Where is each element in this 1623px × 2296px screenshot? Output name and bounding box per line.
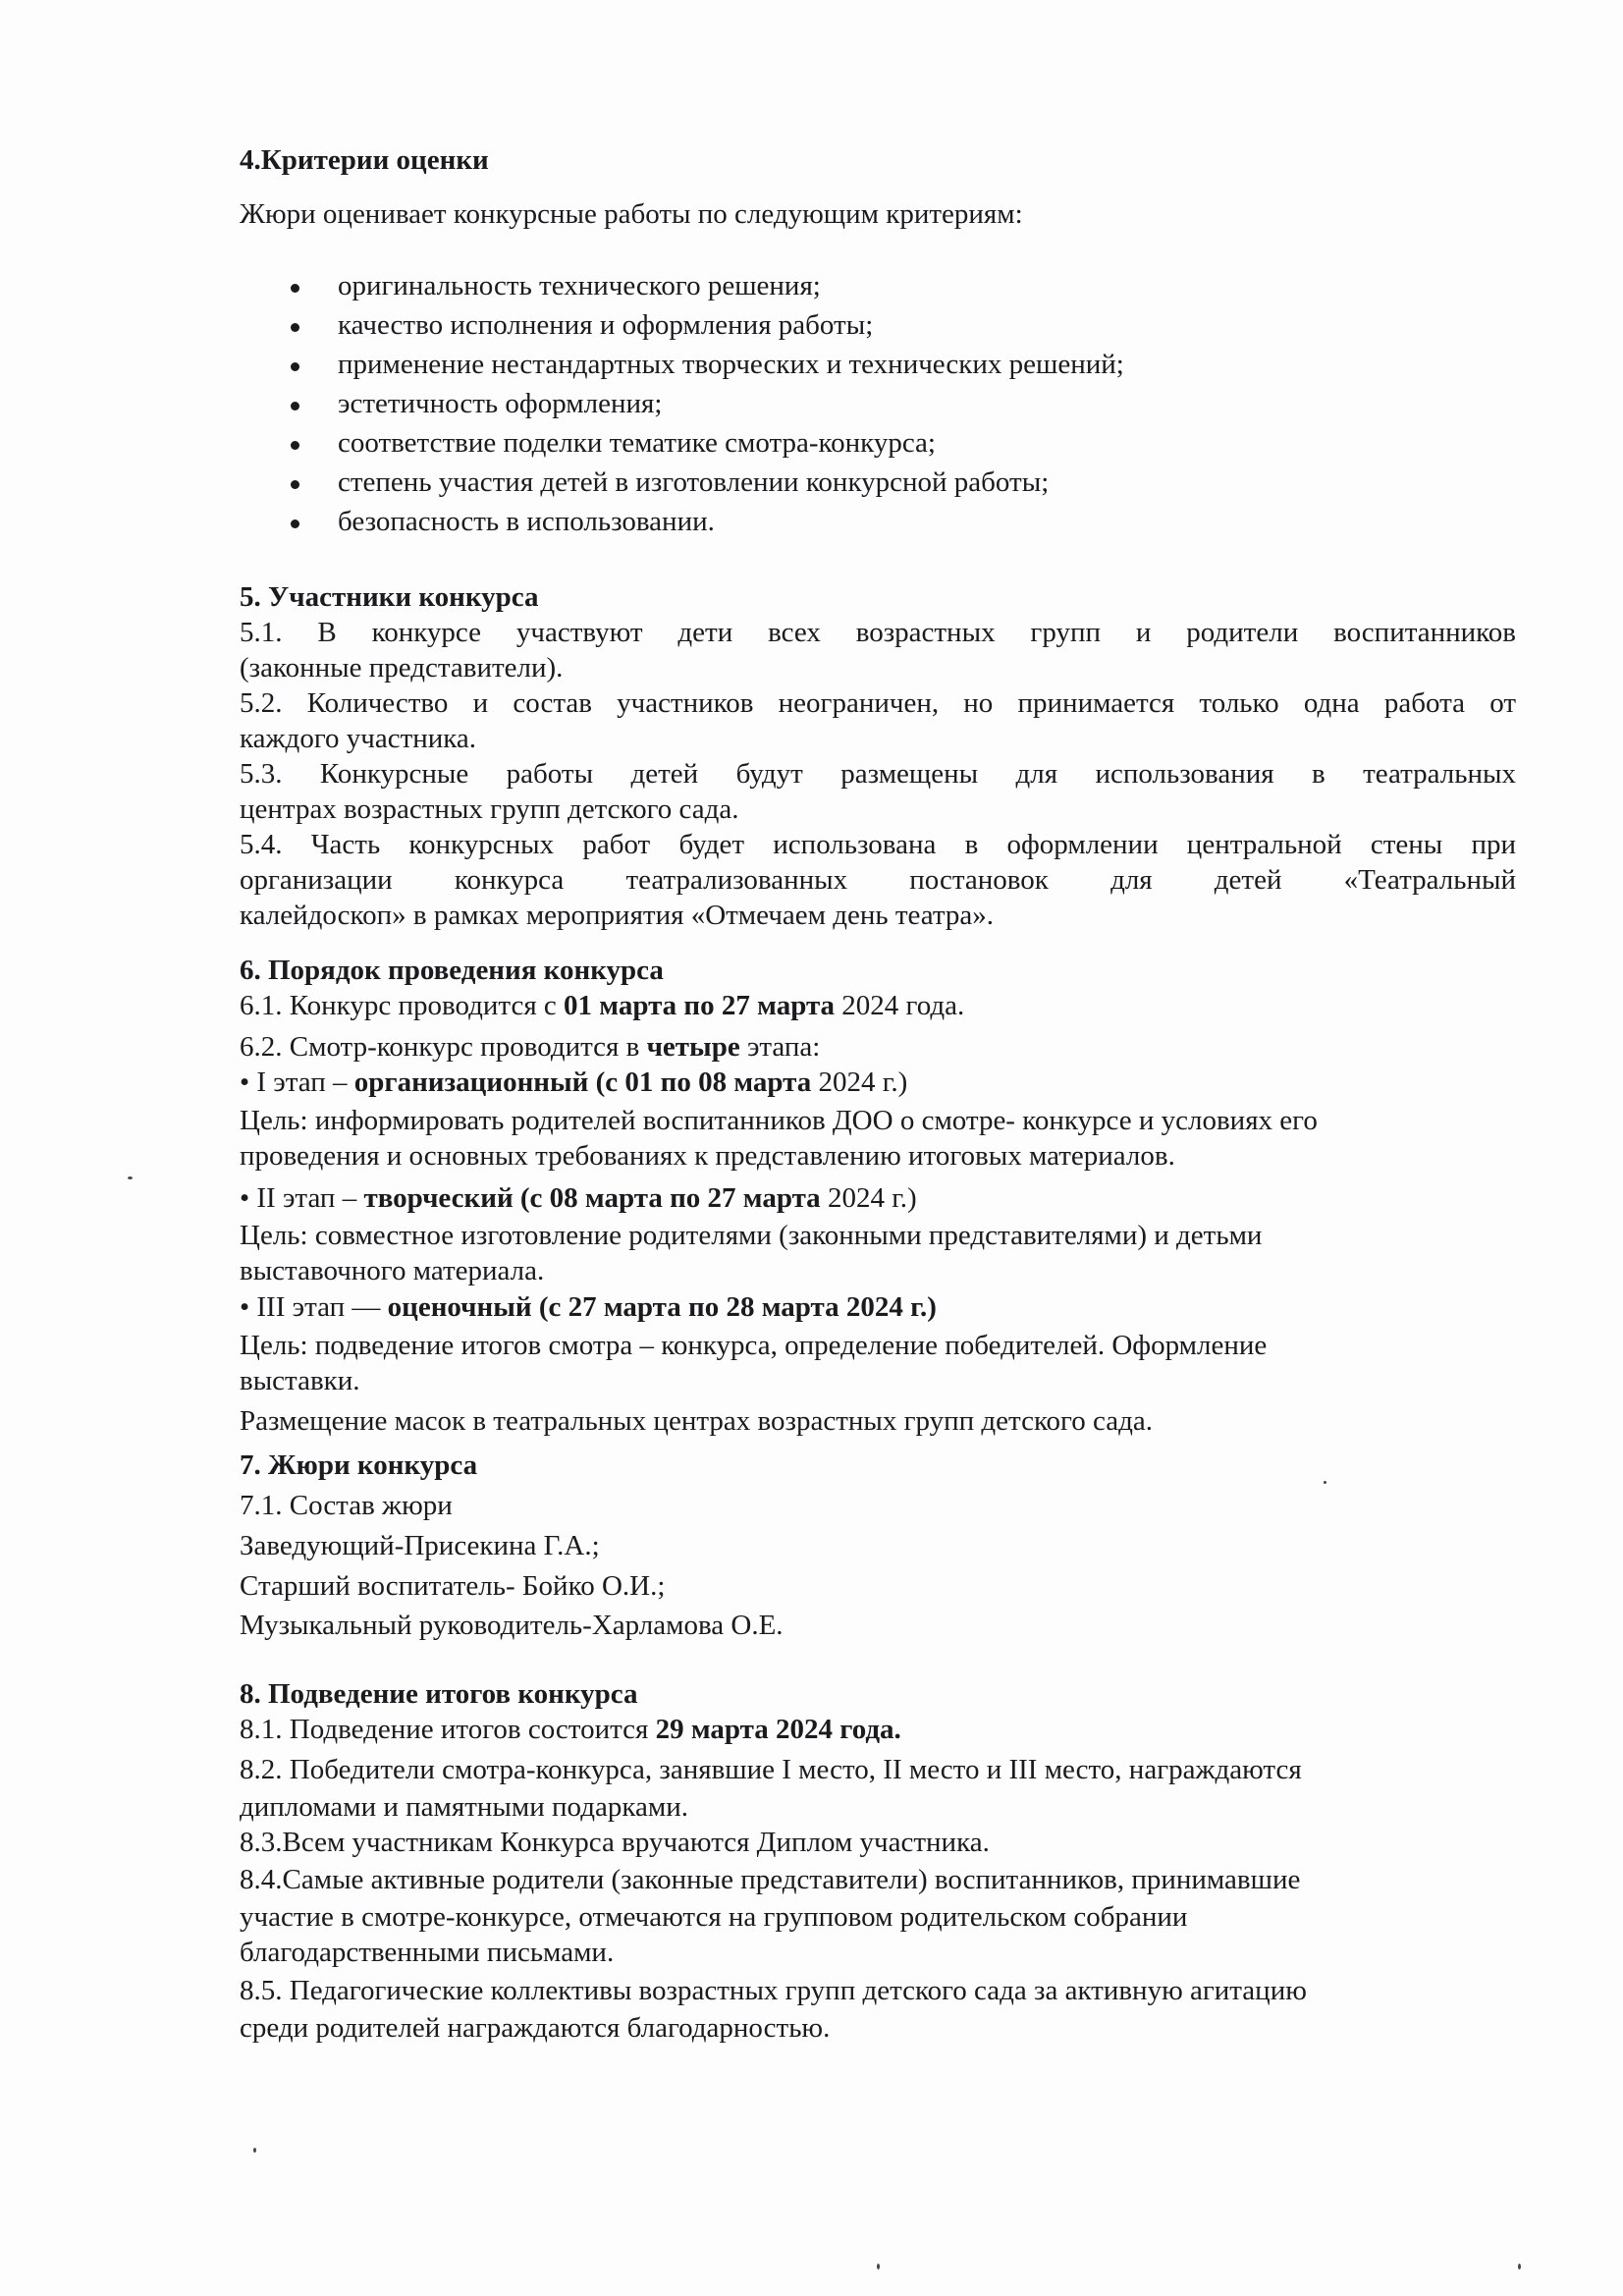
stage-3-goal-line-1: Цель: подведение итогов смотра – конкурса, определение победителей. Оформление [240, 1330, 1268, 1361]
list-item: оригинальность технического решения; [291, 268, 1469, 307]
jury-composition: 7.1. Состав жюри [240, 1490, 453, 1521]
bullet-icon [291, 480, 299, 489]
stage-2: • II этап – творческий (с 08 марта по 27 марта 2024 г.) [240, 1182, 917, 1214]
section-8-3: 8.3.Всем участникам Конкурса вручаются Диплом участника. [240, 1827, 990, 1858]
placement-text: Размещение масок в театральных центрах возрастных групп детского сада. [240, 1405, 1153, 1437]
jury-member-1: Заведующий-Присекина Г.А.; [240, 1530, 600, 1561]
section-8-4-line-1: 8.4.Самые активные родители (законные представители) воспитанников, принимавшие [240, 1864, 1301, 1895]
jury-member-3: Музыкальный руководитель-Харламова О.Е. [240, 1610, 784, 1641]
section-6-1: 6.1. Конкурс проводится с 01 марта по 27 марта 2024 года. [240, 990, 965, 1021]
section-5-4-line-3: калейдоскоп» в рамках мероприятия «Отмечаем день театра». [240, 900, 995, 931]
section-5-3-line-1: 5.3. Конкурсные работы детей будут размещены для использования в театральных [240, 758, 1516, 790]
list-item: степень участия детей в изготовлении конкурсной работы; [291, 465, 1469, 504]
scan-speck [128, 1176, 133, 1179]
bullet-icon [291, 362, 299, 371]
section-8-4-line-3: благодарственными письмами. [240, 1937, 615, 1968]
scan-speck [253, 2148, 256, 2153]
bullet-icon [291, 323, 299, 332]
section-8-heading: 8. Подведение итогов конкурса [240, 1678, 638, 1710]
section-7-heading: 7. Жюри конкурса [240, 1449, 478, 1481]
bullet-icon [291, 441, 299, 450]
section-6-heading: 6. Порядок проведения конкурса [240, 955, 664, 986]
bullet-icon [291, 284, 299, 293]
section-5-2-line-1: 5.2. Количество и состав участников неограничен, но принимается только одна работа от [240, 687, 1516, 719]
bullet-icon [291, 402, 299, 410]
stage-1-goal-line-2: проведения и основных требованиях к представлению итоговых материалов. [240, 1140, 1175, 1172]
criteria-list [291, 268, 1469, 543]
list-item: качество исполнения и оформления работы; [291, 307, 1469, 347]
section-8-1: 8.1. Подведение итогов состоится 29 марта 2024 года. [240, 1714, 901, 1745]
scan-speck [1518, 2264, 1521, 2269]
section-8-5-line-2: среди родителей награждаются благодарностью. [240, 2012, 831, 2044]
section-8-2-line-2: дипломами и памятными подарками. [240, 1791, 688, 1823]
stage-3-goal-line-2: выставки. [240, 1365, 360, 1396]
section-4-heading: 4.Критерии оценки [240, 144, 489, 176]
list-item: применение нестандартных творческих и технических решений; [291, 347, 1469, 386]
scan-speck [1324, 1481, 1326, 1484]
section-5-1-line-1: 5.1. В конкурсе участвуют дети всех возрастных групп и родители воспитанников [240, 617, 1516, 648]
section-4-intro: Жюри оценивает конкурсные работы по следующим критериям: [240, 198, 1023, 230]
section-5-1-line-2: (законные представители). [240, 652, 564, 683]
stage-2-goal-line-1: Цель: совместное изготовление родителями (законными представителями) и детьми [240, 1220, 1263, 1251]
section-5-4-line-1: 5.4. Часть конкурсных работ будет использована в оформлении центральной стены при [240, 829, 1516, 860]
bullet-icon [291, 519, 299, 528]
section-8-4-line-2: участие в смотре-конкурсе, отмечаются на групповом родительском собрании [240, 1901, 1188, 1933]
list-item: соответствие поделки тематике смотра-конкурса; [291, 425, 1469, 465]
stage-1: • I этап – организационный (с 01 по 08 марта 2024 г.) [240, 1066, 908, 1098]
scan-speck [877, 2264, 880, 2269]
section-5-4-line-2: организации конкурса театрализованных постановок для детей «Театральный [240, 864, 1516, 896]
section-5-heading: 5. Участники конкурса [240, 581, 539, 613]
stage-2-goal-line-2: выставочного материала. [240, 1255, 545, 1286]
section-8-2-line-1: 8.2. Победители смотра-конкурса, занявшие I место, II место и III место, награждаются [240, 1754, 1302, 1785]
stage-1-goal-line-1: Цель: информировать родителей воспитанников ДОО о смотре- конкурсе и условиях его [240, 1105, 1318, 1136]
jury-member-2: Старший воспитатель- Бойко О.И.; [240, 1570, 666, 1602]
stage-3: • III этап — оценочный (с 27 марта по 28 марта 2024 г.) [240, 1291, 937, 1323]
section-5-2-line-2: каждого участника. [240, 723, 477, 754]
list-item: эстетичность оформления; [291, 386, 1469, 425]
section-5-3-line-2: центрах возрастных групп детского сада. [240, 793, 739, 825]
section-8-5-line-1: 8.5. Педагогические коллективы возрастных групп детского сада за активную агитацию [240, 1975, 1307, 2006]
section-6-2: 6.2. Смотр-конкурс проводится в четыре этапа: [240, 1031, 821, 1063]
list-item: безопасность в использовании. [291, 504, 1469, 543]
